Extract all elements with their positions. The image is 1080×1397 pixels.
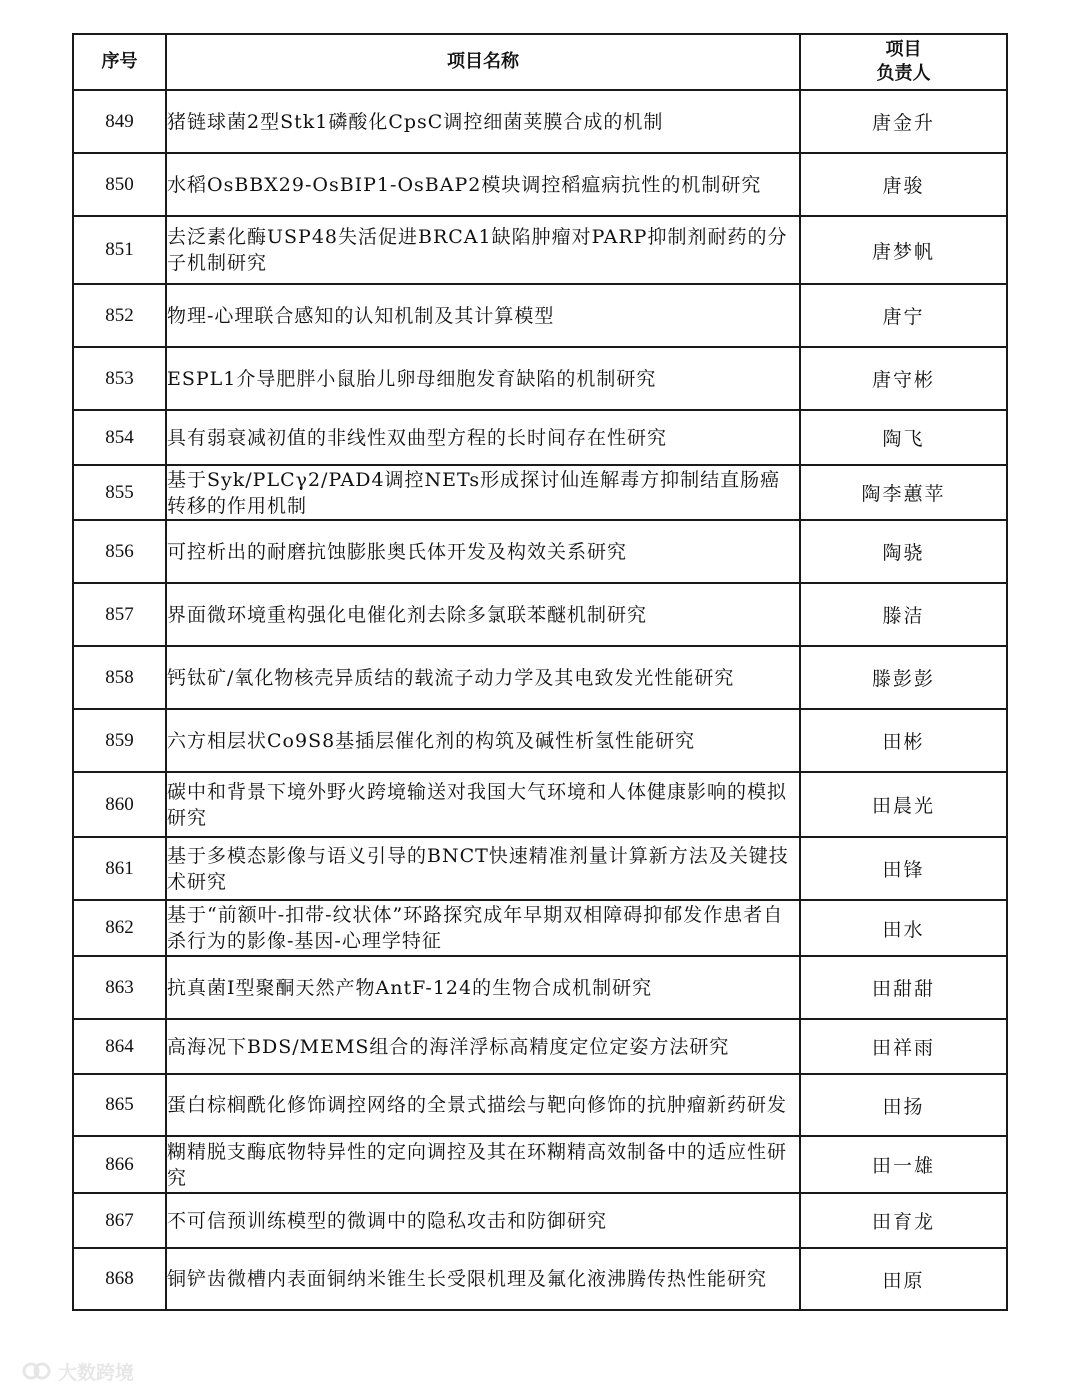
project-leader: 田晨光 [800,772,1007,837]
table-row [73,709,1007,772]
project-leader: 田水 [800,900,1007,956]
header-person [800,34,1007,90]
project-name: 具有弱衰减初值的非线性双曲型方程的长时间存在性研究 [166,410,800,465]
header-person-line2: 负责人 [876,63,931,84]
table-row [73,900,1007,956]
project-leader: 田一雄 [800,1136,1007,1193]
project-name: 钙钛矿/氧化物核壳异质结的载流子动力学及其电致发光性能研究 [166,646,800,709]
row-number: 864 [73,1019,166,1074]
table-row [73,1248,1007,1310]
table-row [73,956,1007,1019]
table-row [73,772,1007,837]
project-leader: 唐金升 [800,90,1007,153]
row-number: 850 [73,153,166,216]
row-number: 865 [73,1074,166,1136]
project-name: 高海况下BDS/MEMS组合的海洋浮标高精度定位定姿方法研究 [166,1019,800,1074]
project-name: 蛋白棕榈酰化修饰调控网络的全景式描绘与靶向修饰的抗肿瘤新药研发 [166,1074,800,1136]
project-name: 铜铲齿微槽内表面铜纳米锥生长受限机理及氟化液沸腾传热性能研究 [166,1248,800,1310]
project-leader: 唐宁 [800,284,1007,347]
project-leader: 陶飞 [800,410,1007,465]
row-number: 856 [73,520,166,583]
project-name: 物理-心理联合感知的认知机制及其计算模型 [166,284,800,347]
table-row [73,284,1007,347]
table-row [73,347,1007,410]
project-leader: 滕洁 [800,583,1007,646]
project-name: 基于Syk/PLCγ2/PAD4调控NETs形成探讨仙连解毒方抑制结直肠癌转移的作用机制 [166,465,800,520]
project-leader: 唐守彬 [800,347,1007,410]
project-name: 可控析出的耐磨抗蚀膨胀奥氏体开发及构效关系研究 [166,520,800,583]
project-table [72,33,1008,1311]
table-row [73,646,1007,709]
project-leader: 田祥雨 [800,1019,1007,1074]
header-row [73,34,1007,90]
watermark [22,1358,134,1384]
header-person-line1: 项目 [885,39,922,60]
project-name: 不可信预训练模型的微调中的隐私攻击和防御研究 [166,1193,800,1248]
watermark-text: 大数跨境 [58,1361,135,1384]
row-number: 866 [73,1136,166,1193]
row-number: 859 [73,709,166,772]
row-number: 862 [73,900,166,956]
project-name: 基于“前额叶-扣带-纹状体”环路探究成年早期双相障碍抑郁发作患者自杀行为的影像-基因-心理学特征 [166,900,800,956]
project-leader: 滕彭彭 [800,646,1007,709]
project-leader: 田原 [800,1248,1007,1310]
project-leader: 陶骁 [800,520,1007,583]
table-body [73,90,1007,1310]
project-leader: 田甜甜 [800,956,1007,1019]
project-leader: 唐骏 [800,153,1007,216]
row-number: 858 [73,646,166,709]
header-num: 序号 [73,34,166,90]
row-number: 853 [73,347,166,410]
table-row [73,216,1007,284]
table-row [73,1074,1007,1136]
project-name: 水稻OsBBX29-OsBIP1-OsBAP2模块调控稻瘟病抗性的机制研究 [166,153,800,216]
row-number: 867 [73,1193,166,1248]
table-row [73,90,1007,153]
project-name: 抗真菌Ⅰ型聚酮天然产物AntF-124的生物合成机制研究 [166,956,800,1019]
project-name: 基于多模态影像与语义引导的BNCT快速精准剂量计算新方法及关键技术研究 [166,837,800,900]
table-row [73,1193,1007,1248]
table-row [73,520,1007,583]
project-name: 碳中和背景下境外野火跨境输送对我国大气环境和人体健康影响的模拟研究 [166,772,800,837]
header-name: 项目名称 [166,34,800,90]
table-row [73,837,1007,900]
row-number: 860 [73,772,166,837]
project-name: 猪链球菌2型Stk1磷酸化CpsC调控细菌荚膜合成的机制 [166,90,800,153]
project-leader: 陶李蕙苹 [800,465,1007,520]
project-leader: 唐梦帆 [800,216,1007,284]
table-row [73,583,1007,646]
project-leader: 田锋 [800,837,1007,900]
row-number: 854 [73,410,166,465]
row-number: 852 [73,284,166,347]
row-number: 857 [73,583,166,646]
table-row [73,1136,1007,1193]
row-number: 861 [73,837,166,900]
project-name: 糊精脱支酶底物特异性的定向调控及其在环糊精高效制备中的适应性研究 [166,1136,800,1193]
project-name: 去泛素化酶USP48失活促进BRCA1缺陷肿瘤对PARP抑制剂耐药的分子机制研究 [166,216,800,284]
brand-logo-icon [22,1360,52,1382]
row-number: 849 [73,90,166,153]
table-row [73,1019,1007,1074]
row-number: 868 [73,1248,166,1310]
row-number: 855 [73,465,166,520]
row-number: 863 [73,956,166,1019]
project-leader: 田彬 [800,709,1007,772]
project-leader: 田扬 [800,1074,1007,1136]
project-name: 界面微环境重构强化电催化剂去除多氯联苯醚机制研究 [166,583,800,646]
table-row [73,465,1007,520]
table-row [73,410,1007,465]
project-leader: 田育龙 [800,1193,1007,1248]
project-name: 六方相层状Co9S8基插层催化剂的构筑及碱性析氢性能研究 [166,709,800,772]
project-name: ESPL1介导肥胖小鼠胎儿卵母细胞发育缺陷的机制研究 [166,347,800,410]
row-number: 851 [73,216,166,284]
table-row [73,153,1007,216]
